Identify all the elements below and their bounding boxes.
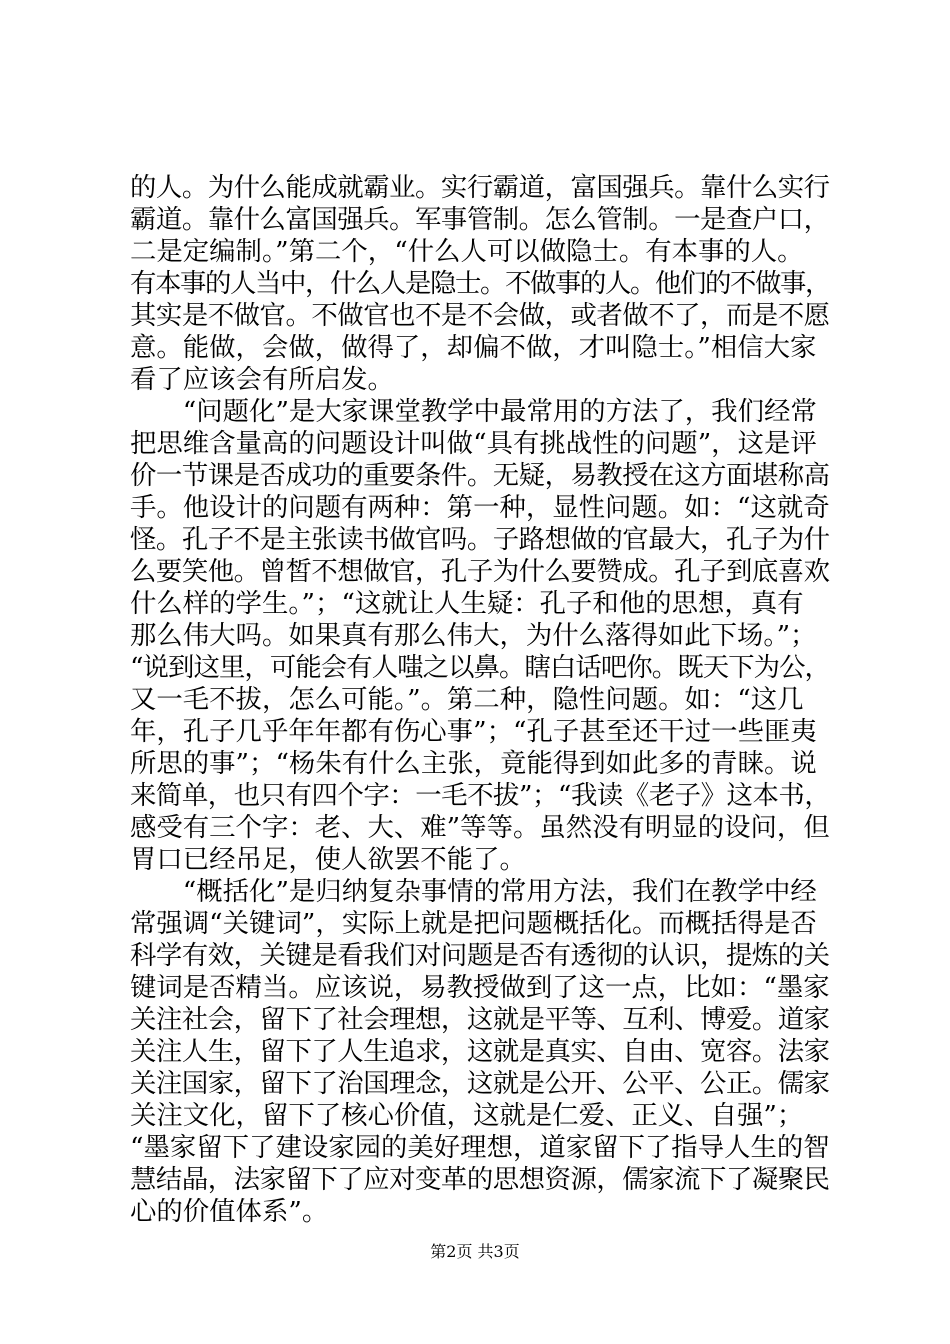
text-line: 关注人生，留下了人生追求，这就是真实、自由、宽容。法家	[130, 1036, 830, 1067]
text-line: 霸道。靠什么富国强兵。军事管制。怎么管制。一是查户口，	[130, 204, 830, 235]
text-line: 意。能做，会做，做得了，却偏不做，才叫隐士。”相信大家	[130, 332, 817, 363]
text-line: 感受有三个字：老、大、难”等等。虽然没有明显的设问，但	[130, 812, 830, 843]
text-line: 其实是不做官。不做官也不是不会做，或者做不了，而是不愿	[130, 300, 830, 331]
text-line: 所思的事”；“杨朱有什么主张，竟能得到如此多的青睐。说	[130, 748, 817, 779]
text-line: “说到这里，可能会有人嗤之以鼻。瞎白话吧你。既天下为公，	[130, 652, 830, 683]
text-line: 关注国家，留下了治国理念，这就是公开、公平、公正。儒家	[130, 1068, 830, 1099]
text-line: 又一毛不拔，怎么可能。”。第二种，隐性问题。如：“这几	[130, 684, 804, 715]
text-line: 关注社会，留下了社会理想，这就是平等、互利、博爱。道家	[130, 1004, 830, 1035]
text-line: 有本事的人当中，什么人是隐士。不做事的人。他们的不做事，	[130, 268, 831, 299]
text-line: 的人。为什么能成就霸业。实行霸道，富国强兵。靠什么实行	[130, 172, 830, 203]
text-line: “概括化”是归纳复杂事情的常用方法，我们在教学中经	[130, 876, 817, 907]
text-line: 么要笑他。曾皙不想做官，孔子为什么要赞成。孔子到底喜欢	[130, 556, 830, 587]
page-number-label: 第2页 共3页	[430, 1242, 520, 1261]
text-line: 常强调“关键词”，实际上就是把问题概括化。而概括得是否	[130, 908, 817, 939]
text-line: 胃口已经吊足，使人欲罢不能了。	[130, 844, 526, 875]
text-line: 怪。孔子不是主张读书做官吗。子路想做的官最大，孔子为什	[130, 524, 830, 555]
text-line: 关注文化，留下了核心价值，这就是仁爱、正义、自强”；	[130, 1100, 804, 1131]
text-line: 心的价值体系”。	[130, 1196, 329, 1227]
text-line: 键词是否精当。应该说，易教授做到了这一点，比如：“墨家	[130, 972, 830, 1003]
text-line: 来简单，也只有四个字：一毛不拔”；“我读《老子》这本书，	[130, 780, 831, 811]
text-line: 那么伟大吗。如果真有那么伟大，为什么落得如此下场。”；	[130, 620, 817, 651]
text-line: 慧结晶，法家留下了应对变革的思想资源，儒家流下了凝聚民	[130, 1164, 830, 1195]
text-line: 科学有效，关键是看我们对问题是否有透彻的认识，提炼的关	[130, 940, 830, 971]
text-line: 价一节课是否成功的重要条件。无疑，易教授在这方面堪称高	[130, 460, 830, 491]
page-footer	[0, 1242, 950, 1262]
text-line: 把思维含量高的问题设计叫做“具有挑战性的问题”，这是评	[130, 428, 817, 459]
text-line: “墨家留下了建设家园的美好理想，道家留下了指导人生的智	[130, 1132, 830, 1163]
text-line: 二是定编制。”第二个，“什么人可以做隐士。有本事的人。	[130, 236, 804, 267]
text-line: 看了应该会有所启发。	[130, 364, 394, 395]
text-line: “问题化”是大家课堂教学中最常用的方法了，我们经常	[130, 396, 817, 427]
document-body	[130, 172, 830, 1228]
text-line: 什么样的学生。”；“这就让人生疑：孔子和他的思想，真有	[130, 588, 804, 619]
text-line: 手。他设计的问题有两种：第一种，显性问题。如：“这就奇	[130, 492, 830, 523]
text-line: 年，孔子几乎年年都有伤心事”；“孔子甚至还干过一些匪夷	[130, 716, 817, 747]
